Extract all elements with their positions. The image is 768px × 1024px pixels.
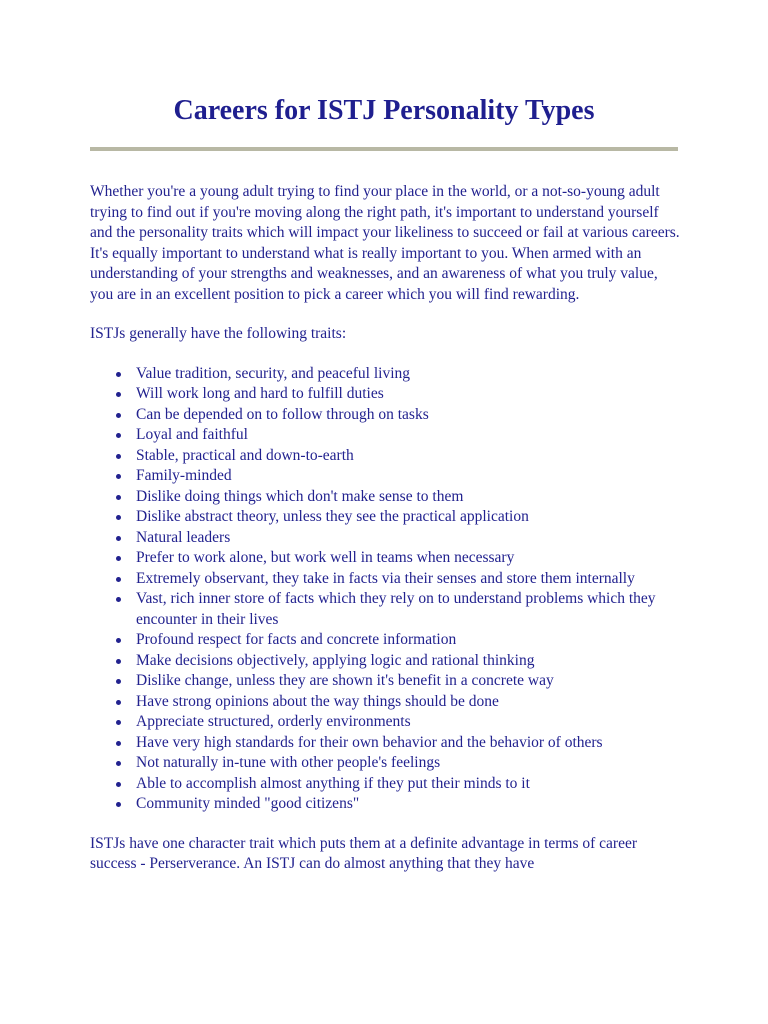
list-item: Community minded "good citizens" [136,794,680,815]
list-item: Can be depended on to follow through on tasks [136,405,680,426]
list-item: Value tradition, security, and peaceful living [136,364,680,385]
list-item: Will work long and hard to fulfill duties [136,384,680,405]
list-item: Stable, practical and down-to-earth [136,446,680,467]
list-item: Make decisions objectively, applying logic and rational thinking [136,651,680,672]
traits-intro: ISTJs generally have the following traits: [90,325,347,342]
page-title: Careers for ISTJ Personality Types [173,95,595,126]
document-body [90,182,680,894]
list-item: Vast, rich inner store of facts which they rely on to understand problems which they encounter in their lives [136,589,680,630]
traits-list [90,364,680,815]
list-item: Dislike doing things which don't make sense to them [136,487,680,508]
intro-paragraph: Whether you're a young adult trying to find your place in the world, or a not-so-young adult trying to find out if you're moving along the right path, it's important to understand yourself and the personality traits which will impact your likeliness to succeed or fail at various careers. It's equally important to understand what is really important to you. When armed with an understanding of your strengths and weaknesses, and an awareness of what you truly value, you are in an excellent position to pick a career which you will find rewarding. [90,183,680,303]
list-item: Dislike abstract theory, unless they see the practical application [136,507,680,528]
list-item: Appreciate structured, orderly environments [136,712,680,733]
list-item: Family-minded [136,466,680,487]
list-item: Have strong opinions about the way things should be done [136,692,680,713]
list-item: Extremely observant, they take in facts via their senses and store them internally [136,569,680,590]
list-item: Have very high standards for their own behavior and the behavior of others [136,733,680,754]
list-item: Dislike change, unless they are shown it's benefit in a concrete way [136,671,680,692]
list-item: Loyal and faithful [136,425,680,446]
title-divider [90,147,678,151]
list-item: Profound respect for facts and concrete information [136,630,680,651]
closing-paragraph: ISTJs have one character trait which puts them at a definite advantage in terms of career success - Perserverance. An ISTJ can do almost anything that they have [90,834,638,872]
list-item: Not naturally in-tune with other people's feelings [136,753,680,774]
list-item: Prefer to work alone, but work well in teams when necessary [136,548,680,569]
list-item: Able to accomplish almost anything if they put their minds to it [136,774,680,795]
list-item: Natural leaders [136,528,680,549]
